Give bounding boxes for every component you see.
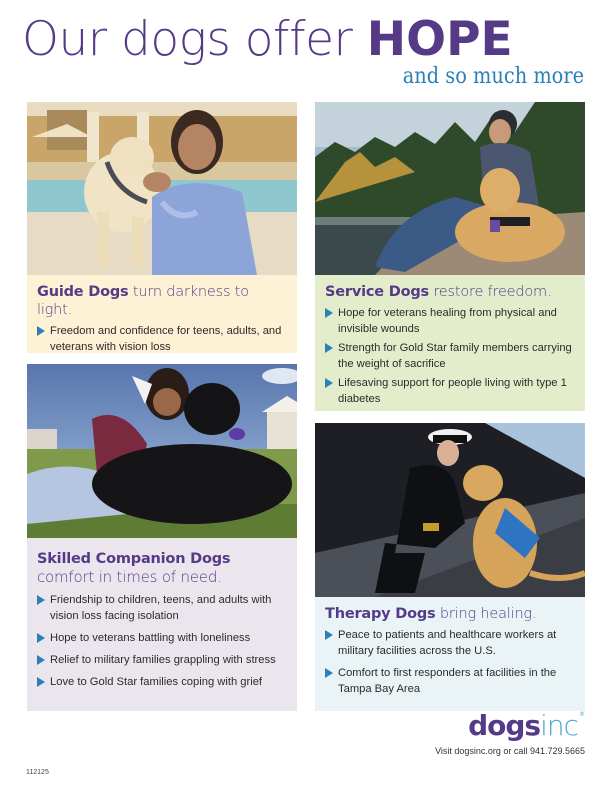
- triangle-bullet-icon: [325, 630, 333, 640]
- therapy-dogs-title: Therapy Dogs bring healing.: [325, 606, 537, 622]
- card-therapy-dogs: [315, 423, 585, 711]
- skilled-companion-dogs-title: Skilled Companion Dogs comfort in times of need.: [37, 551, 231, 586]
- triangle-bullet-icon: [37, 595, 45, 605]
- bullet-item: Love to Gold Star families coping with grief: [37, 674, 287, 690]
- dogsinc-logo: dogsinc®: [468, 709, 584, 742]
- triangle-bullet-icon: [325, 308, 333, 318]
- therapy-dogs-panel: [315, 597, 585, 711]
- therapy-dogs-bullets: [325, 627, 575, 697]
- skilled-companion-dogs-panel: [27, 538, 297, 711]
- service-dog-photo: [315, 102, 585, 275]
- subheadline: and so much more: [402, 64, 584, 89]
- document-code: 112125: [26, 769, 49, 776]
- contact-info: Visit dogsinc.org or call 941.729.5665: [435, 746, 585, 756]
- triangle-bullet-icon: [325, 343, 333, 353]
- triangle-bullet-icon: [37, 326, 45, 336]
- guide-dog-photo: [27, 102, 297, 275]
- guide-dogs-title: Guide Dogs turn darkness to light.: [37, 284, 249, 318]
- triangle-bullet-icon: [325, 378, 333, 388]
- skilled-companion-dog-photo: [27, 364, 297, 538]
- bullet-item: Hope for veterans healing from physical and invisible wounds: [325, 305, 575, 337]
- service-dogs-title: Service Dogs restore freedom.: [325, 284, 552, 300]
- headline: [22, 12, 513, 67]
- skilled-companion-dogs-bullets: [37, 592, 287, 690]
- triangle-bullet-icon: [325, 668, 333, 678]
- service-dogs-bullets: [325, 305, 575, 407]
- bullet-item: Strength for Gold Star family members carrying the weight of sacrifice: [325, 340, 575, 372]
- guide-dogs-bullets: [37, 323, 287, 355]
- bullet-item: Comfort to first responders at facilities in the Tampa Bay Area: [325, 665, 575, 697]
- card-guide-dogs: [27, 102, 297, 353]
- triangle-bullet-icon: [37, 677, 45, 687]
- guide-dogs-panel: [27, 275, 297, 353]
- bullet-item: Friendship to children, teens, and adults with vision loss facing isolation: [37, 592, 287, 624]
- card-service-dogs: [315, 102, 585, 411]
- triangle-bullet-icon: [37, 633, 45, 643]
- bullet-item: Freedom and confidence for teens, adults, and veterans with vision loss: [37, 323, 287, 355]
- bullet-item: Hope to veterans battling with loneliness: [37, 630, 287, 646]
- therapy-dog-photo: [315, 423, 585, 597]
- triangle-bullet-icon: [37, 655, 45, 665]
- bullet-item: Relief to military families grappling with stress: [37, 652, 287, 668]
- bullet-item: Lifesaving support for people living with type 1 diabetes: [325, 375, 575, 407]
- headline-hope: HOPE: [366, 12, 513, 67]
- service-dogs-panel: [315, 275, 585, 411]
- bullet-item: Peace to patients and healthcare workers at military facilities across the U.S.: [325, 627, 575, 659]
- card-skilled-companion-dogs: [27, 364, 297, 711]
- headline-light: Our dogs offer: [22, 12, 367, 67]
